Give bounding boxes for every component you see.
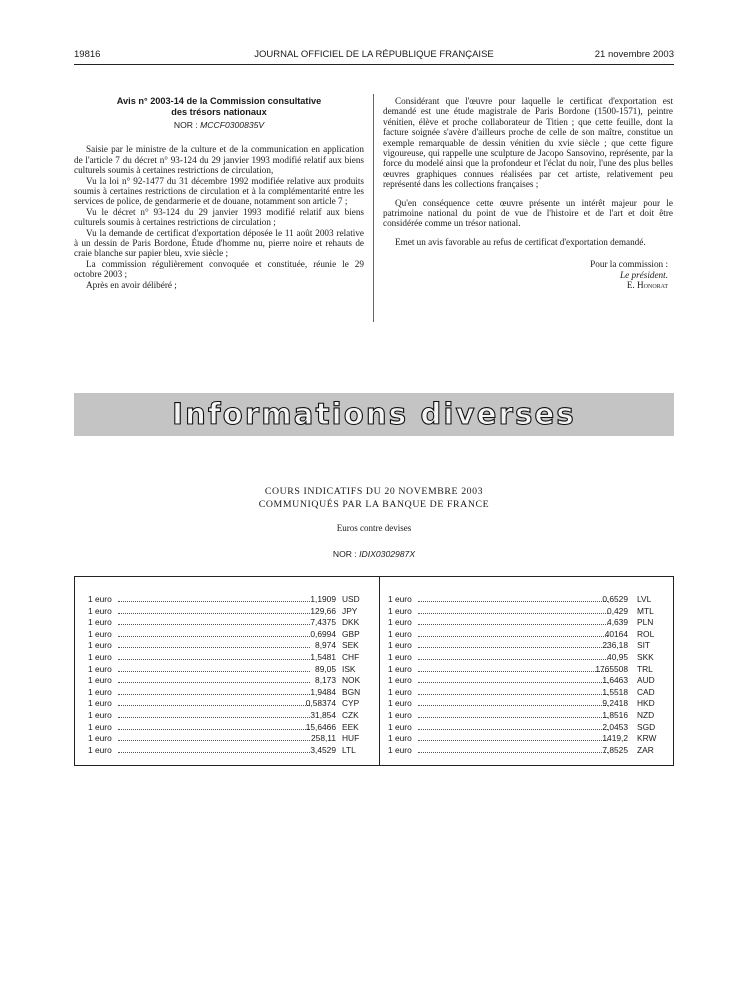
rate-row [88,687,370,699]
rate-currency: ISK [342,663,356,674]
rate-value: 1,9484 [310,686,336,697]
rate-currency: HKD [637,698,655,709]
rate-currency: DKK [342,617,360,628]
rate-value: 0,58374 [305,698,336,709]
rate-row [88,640,370,652]
rate-row [388,652,668,664]
rate-currency: EEK [342,721,359,732]
cours-nor-label: NOR : [332,549,360,559]
rate-currency: ZAR [637,744,654,755]
rate-label: 1 euro [388,594,412,604]
rate-row [88,664,370,676]
rate-currency: BGN [342,686,361,697]
rate-value: 0,6529 [602,594,628,604]
rate-value: 236,18 [602,640,628,651]
cours-nor [74,549,674,559]
page-number: 19816 [74,49,101,60]
rate-currency: SIT [637,640,651,651]
rate-value: 31,854 [310,709,336,720]
rate-label: 1 euro [88,628,112,639]
rate-label: 1 euro [388,651,412,662]
rate-value: 1,5518 [602,686,628,697]
signature-line1: Pour la commission : [590,259,668,270]
rate-label: 1 euro [88,721,112,732]
rate-row [388,629,668,641]
rate-currency: USD [342,594,360,604]
rate-value: 7,4375 [310,617,336,628]
avis-decision: Emet un avis favorable au refus de certificat d'exportation demandé. [395,236,646,247]
rate-label: 1 euro [388,663,412,674]
rate-label: 1 euro [388,733,412,744]
rate-currency: KRW [637,733,657,744]
rate-row [388,617,668,629]
rates-right-column [388,594,668,756]
rate-value: 15,6466 [305,721,336,732]
rate-label: 1 euro [388,686,412,697]
rate-currency: PLN [637,617,654,628]
section-banner [74,393,674,436]
exchange-rates-table [74,576,674,766]
rate-row [388,710,668,722]
rate-label: 1 euro [388,721,412,732]
rate-row [88,652,370,664]
rate-value: 1419,2 [602,733,628,744]
rate-label: 1 euro [388,709,412,720]
rate-row [88,606,370,618]
rate-label: 1 euro [388,675,412,686]
rate-currency: ROL [637,628,655,639]
rate-value: 1,6463 [602,675,628,686]
header-rule [74,64,674,65]
column-divider [373,94,374,322]
cours-subtitle: Euros contre devises [336,523,412,533]
rate-currency: GBP [342,628,360,639]
rate-value: 258,11 [311,733,336,744]
rate-value: 9,2418 [602,698,628,709]
rate-row [88,675,370,687]
rate-currency: LTL [342,744,356,755]
rate-value: 7,8525 [602,744,628,755]
rate-label: 1 euro [88,663,112,674]
rate-row [88,629,370,641]
avis-title-line1: Avis n° 2003-14 de la Commission consultative [116,96,322,106]
rate-label: 1 euro [388,640,412,651]
avis-nor [74,120,364,130]
rate-label: 1 euro [88,686,112,697]
rate-currency: SEK [342,640,359,651]
rate-value: 8,173 [315,675,336,686]
rate-value: 3,4529 [310,744,336,755]
avis-paragraph: Vu la loi n° 92-1477 du 31 décembre 1992 modifiée relative aux produits soumis à certaines restrictions de circulation et à la complémentarité entre les services de police, de gendarmerie et de douane, notamment son article 7 ; [74,175,364,207]
avis-paragraph: Après en avoir délibéré ; [86,279,177,290]
rate-row [88,733,370,745]
rate-row [388,745,668,757]
rate-value: 40,95 [607,651,628,662]
rate-label: 1 euro [88,675,112,686]
journal-title: JOURNAL OFFICIEL DE LA RÉPUBLIQUE FRANÇAISE [254,49,494,60]
rate-value: 2,0453 [602,721,628,732]
page-header [74,49,674,63]
rate-label: 1 euro [88,640,112,651]
rate-value: 129,66 [310,605,336,616]
rates-left-column [88,594,370,756]
rate-currency: NZD [637,709,655,720]
rate-label: 1 euro [88,744,112,755]
rate-value: 89,05 [315,663,336,674]
avis-nor-code: MCCF0300835V [200,120,265,130]
avis-considerant: Considérant que l'œuvre pour laquelle le certificat d'exportation est demandé est une étude magistrale de Paris Bordone (1500-1571), peintre vénitien, élève et proche collaborateur de Titien ; que cette feuille, dont la facture soignée s'avère d'ailleurs proche de celle de son maître, constitue un exemple remarquable de dessin vénitien du xvie siècle ; que cette figure vigoureuse, qui rappelle une sculpture de Jacopo Sansovino, représente, par la force du modelé ainsi que la profondeur et l'éclat du noir, l'une des plus belles œuvres graphiques connues réalisées par cet artiste, relativement peu représenté dans les collections françaises ; [383,96,673,190]
avis-paragraph: Saisie par le ministre de la culture et de la communication en application de l'article 7 du décret n° 93-124 du 29 janvier 1993 modifié relatif aux biens culturels soumis à certaines restrictions de circulation, [74,144,364,176]
rate-currency: CYP [342,698,360,709]
rate-row [88,594,370,606]
rate-label: 1 euro [388,744,412,755]
rates-column-divider [379,577,380,765]
rate-row [388,640,668,652]
avis-title [74,96,364,117]
rate-currency: JPY [342,605,358,616]
rate-currency: AUD [637,675,655,686]
avis-nor-label: NOR : [173,120,201,130]
avis-paragraph: Vu la demande de certificat d'exportation déposée le 11 août 2003 relative à un dessin de Paris Bordone, Étude d'homme nu, pierre noire et rehauts de craie blanche sur papier bleu, xvie siècle ; [74,227,364,259]
rate-row [88,722,370,734]
rate-currency: MTL [637,605,654,616]
rate-row [388,675,668,687]
rate-row [388,606,668,618]
rate-label: 1 euro [88,733,112,744]
rate-value: 0,429 [607,605,628,616]
rate-label: 1 euro [88,709,112,720]
rate-row [88,617,370,629]
rate-row [388,687,668,699]
rate-currency: CAD [637,686,655,697]
rate-currency: CHF [342,651,360,662]
rate-currency: SGD [637,721,656,732]
avis-paragraph: La commission régulièrement convoquée et constituée, réunie le 29 octobre 2003 ; [74,258,364,280]
rate-currency: CZK [342,709,359,720]
rate-label: 1 euro [388,628,412,639]
rate-label: 1 euro [88,617,112,628]
signature-line2: Le président. [620,269,668,280]
rate-value: 8,974 [315,640,336,651]
rate-row [88,710,370,722]
rate-row [388,594,668,606]
rate-value: 4,639 [607,617,628,628]
rate-currency: NOK [342,675,361,686]
rate-currency: HUF [342,733,360,744]
signature-name: E. Honorat [626,280,668,291]
avis-consequence: Qu'en conséquence cette œuvre présente un intérêt majeur pour le patrimoine national du point de vue de l'histoire et de l'art et doit être considérée comme un trésor national. [383,197,673,229]
issue-date: 21 novembre 2003 [594,49,674,60]
rate-row [388,722,668,734]
rate-label: 1 euro [88,651,112,662]
signature-block [383,259,673,290]
rate-value: 40164 [604,628,628,639]
rate-value: 1,8516 [602,709,628,720]
rate-label: 1 euro [88,594,112,604]
avis-left-column [74,96,364,290]
rate-row [88,698,370,710]
cours-title-line2: COMMUNIQUÉS PAR LA BANQUE DE FRANCE [258,499,490,510]
rate-row [388,733,668,745]
avis-right-column [383,96,673,291]
rate-label: 1 euro [388,605,412,616]
rate-label: 1 euro [88,698,112,709]
avis-paragraph: Vu le décret n° 93-124 du 29 janvier 1993 modifié relatif aux biens culturels soumis à certaines restrictions de circulation ; [74,206,364,228]
rate-value: 0,6994 [310,628,336,639]
rate-currency: LVL [637,594,652,604]
cours-title-line1: COURS INDICATIFS DU 20 NOVEMBRE 2003 [264,486,484,497]
rate-value: 1,1909 [310,594,336,604]
rate-row [388,698,668,710]
rate-value: 1,5481 [310,651,336,662]
rate-label: 1 euro [88,605,112,616]
rate-value: 1765508 [595,663,628,674]
rate-row [388,664,668,676]
rate-currency: SKK [637,651,654,662]
avis-title-line2: des trésors nationaux [171,106,267,117]
rate-label: 1 euro [388,617,412,628]
section-banner-title: Informations diverses [172,397,576,431]
cours-nor-code: IDIX0302987X [359,549,416,559]
rate-label: 1 euro [388,698,412,709]
rate-row [88,745,370,757]
rate-currency: TRL [637,663,653,674]
